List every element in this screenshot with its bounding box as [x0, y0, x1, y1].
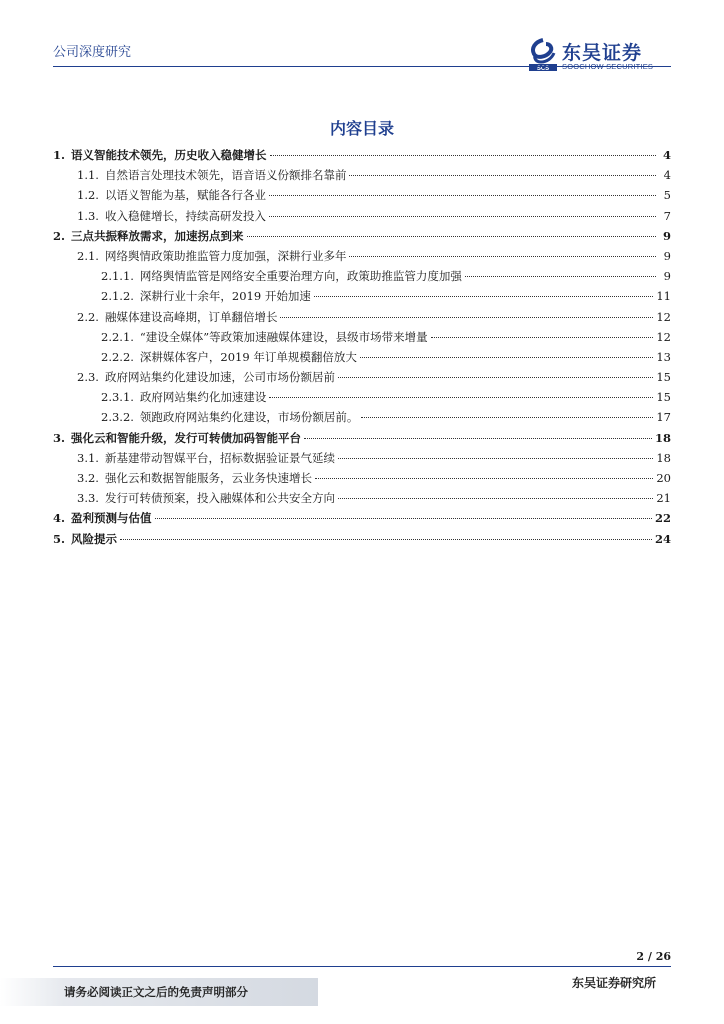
toc-entry-page: 9	[663, 269, 671, 284]
toc-entry-page: 17	[656, 410, 671, 425]
footer-divider	[53, 966, 671, 967]
toc-entry-title: 强化云和智能升级，发行可转债加码智能平台	[71, 430, 302, 445]
toc-leader-dots	[270, 155, 656, 156]
toc-entry-page: 5	[663, 188, 671, 203]
toc-leader-dots	[247, 236, 656, 237]
toc-entry-number: 2.1.2.	[101, 289, 134, 304]
toc-entry-number: 1.1.	[77, 168, 99, 183]
toc-entry-page: 7	[663, 208, 671, 223]
report-type-label: 公司深度研究	[53, 45, 132, 60]
footer-institute: 东吴证券研究所	[571, 976, 656, 990]
toc-entry[interactable]	[53, 529, 671, 549]
toc-entry-page: 18	[656, 450, 671, 465]
toc-leader-dots	[361, 417, 653, 418]
toc-leader-dots	[315, 478, 653, 479]
toc-entry[interactable]	[53, 246, 671, 266]
toc-entry[interactable]	[53, 508, 671, 528]
toc-leader-dots	[360, 357, 654, 358]
toc-entry-number: 4.	[53, 511, 66, 526]
toc-entry-number: 2.1.	[77, 248, 99, 263]
toc-leader-dots	[269, 397, 653, 398]
toc-entry-title: 发行可转债预案，投入融媒体和公共安全方向	[104, 491, 335, 506]
logo-chinese-name: 东吴证券	[562, 42, 643, 64]
toc-entry-page: 11	[656, 289, 671, 304]
toc-entry-page: 21	[656, 491, 671, 506]
toc-entry-title: 语义智能技术领先，历史收入稳健增长	[71, 148, 267, 162]
toc-entry-title: 强化云和数据智能服务，云业务快速增长	[104, 471, 312, 485]
toc-entry-page: 13	[656, 349, 671, 364]
toc-entry[interactable]	[53, 185, 671, 205]
toc-leader-dots	[465, 276, 656, 277]
toc-entry[interactable]	[53, 206, 671, 226]
toc-entry-number: 2.3.	[77, 370, 99, 385]
toc-leader-dots	[338, 458, 653, 459]
toc-entry[interactable]	[53, 266, 671, 286]
toc-entry-number: 2.2.1.	[101, 329, 134, 344]
toc-leader-dots	[269, 216, 656, 217]
toc-entry-title: 网络舆情政策助推监管力度加强，深耕行业多年	[104, 248, 347, 263]
toc-leader-dots	[304, 438, 652, 439]
toc-entry[interactable]	[53, 428, 671, 448]
toc-leader-dots	[338, 498, 653, 499]
toc-entry-title: 新基建带动智媒平台，招标数据验证景气延续	[104, 450, 335, 465]
toc-entry-page: 9	[662, 228, 671, 243]
toc-leader-dots	[314, 296, 654, 297]
toc-entry-title: 风险提示	[71, 531, 118, 546]
toc-entry-title: 收入稳健增长，持续高研发投入	[104, 208, 266, 223]
toc-leader-dots	[338, 377, 653, 378]
toc-entry-title: 深耕行业十余年，2019 开始加速	[139, 289, 311, 304]
toc-entry[interactable]	[53, 226, 671, 246]
toc-entry-number: 3.1.	[77, 450, 99, 465]
toc-entry-number: 3.3.	[77, 491, 99, 506]
toc-leader-dots	[269, 195, 656, 196]
toc-entry-number: 1.3.	[77, 208, 99, 223]
toc-entry-title: 以语义智能为基，赋能各行各业	[104, 188, 266, 203]
toc-entry-title: 盈利预测与估值	[71, 511, 152, 526]
toc-entry-title: 融媒体建设高峰期，订单翻倍增长	[104, 309, 278, 324]
toc-entry-page: 20	[656, 471, 671, 485]
toc-entry-number: 1.2.	[77, 188, 99, 203]
toc-leader-dots	[280, 317, 653, 318]
toc-entry[interactable]	[53, 307, 671, 327]
toc-leader-dots	[349, 256, 656, 257]
toc-entry-title: 领跑政府网站集约化建设，市场份额居前。	[139, 410, 359, 425]
toc-entry[interactable]	[53, 488, 671, 508]
toc-entry-title: 自然语言处理技术领先，语音语义份额排名靠前	[104, 168, 347, 183]
toc-entry-page: 12	[656, 329, 671, 344]
toc-entry-number: 2.3.1.	[101, 390, 134, 405]
logo-mark-text: SCS	[536, 66, 550, 72]
toc-leader-dots	[120, 539, 652, 540]
toc-entry-page: 22	[654, 511, 671, 526]
toc-entry-title: 三点共振释放需求，加速拐点到来	[71, 228, 244, 243]
header-divider	[53, 66, 671, 67]
company-logo	[528, 38, 676, 74]
toc-entry-page: 18	[654, 430, 671, 445]
toc-entry-page: 24	[654, 531, 671, 546]
toc-title: 内容目录	[329, 119, 394, 138]
toc-entry-number: 2.2.	[77, 309, 99, 324]
footer-disclaimer: 请务必阅读正文之后的免责声明部分	[64, 985, 248, 999]
toc-entry-page: 9	[663, 248, 671, 263]
toc-entry[interactable]	[53, 165, 671, 185]
toc-entry[interactable]	[53, 286, 671, 306]
toc-entry-title: 政府网站集约化建设加速，公司市场份额居前	[104, 370, 335, 385]
toc-entry-number: 3.2.	[77, 471, 99, 485]
toc-entry[interactable]	[53, 367, 671, 387]
toc-entry-number: 2.2.2.	[101, 349, 134, 364]
toc-leader-dots	[431, 337, 654, 338]
toc-entry-title: “建设全媒体”等政策加速融媒体建设，县级市场带来增量	[139, 329, 428, 344]
table-of-contents	[53, 145, 671, 549]
toc-entry-title: 深耕媒体客户，2019 年订单规模翻倍放大	[139, 349, 357, 364]
logo-english-name: SOOCHOW SECURITIES	[562, 62, 654, 71]
toc-leader-dots	[349, 175, 656, 176]
toc-entry-number: 2.1.1.	[101, 269, 134, 284]
toc-entry-number: 2.3.2.	[101, 410, 134, 425]
toc-entry-page: 12	[656, 309, 671, 324]
toc-entry[interactable]	[53, 407, 671, 427]
toc-entry-page: 4	[663, 168, 671, 183]
toc-entry[interactable]	[53, 145, 671, 165]
toc-entry-page: 15	[656, 370, 671, 385]
toc-entry-number: 2.	[53, 228, 66, 243]
page-number: 2 / 26	[636, 950, 671, 963]
toc-entry-number: 5.	[53, 531, 66, 546]
toc-entry[interactable]	[53, 448, 671, 468]
toc-entry-title: 网络舆情监管是网络安全重要治理方向，政策助推监管力度加强	[139, 269, 462, 284]
toc-entry-title: 政府网站集约化加速建设	[139, 390, 267, 405]
toc-entry-page: 4	[662, 148, 671, 162]
toc-entry[interactable]	[53, 468, 671, 488]
toc-entry[interactable]	[53, 387, 671, 407]
toc-entry-number: 3.	[53, 430, 66, 445]
toc-entry[interactable]	[53, 327, 671, 347]
toc-entry-number: 1.	[53, 148, 66, 162]
toc-leader-dots	[155, 518, 652, 519]
toc-entry[interactable]	[53, 347, 671, 367]
toc-entry-page: 15	[656, 390, 671, 405]
